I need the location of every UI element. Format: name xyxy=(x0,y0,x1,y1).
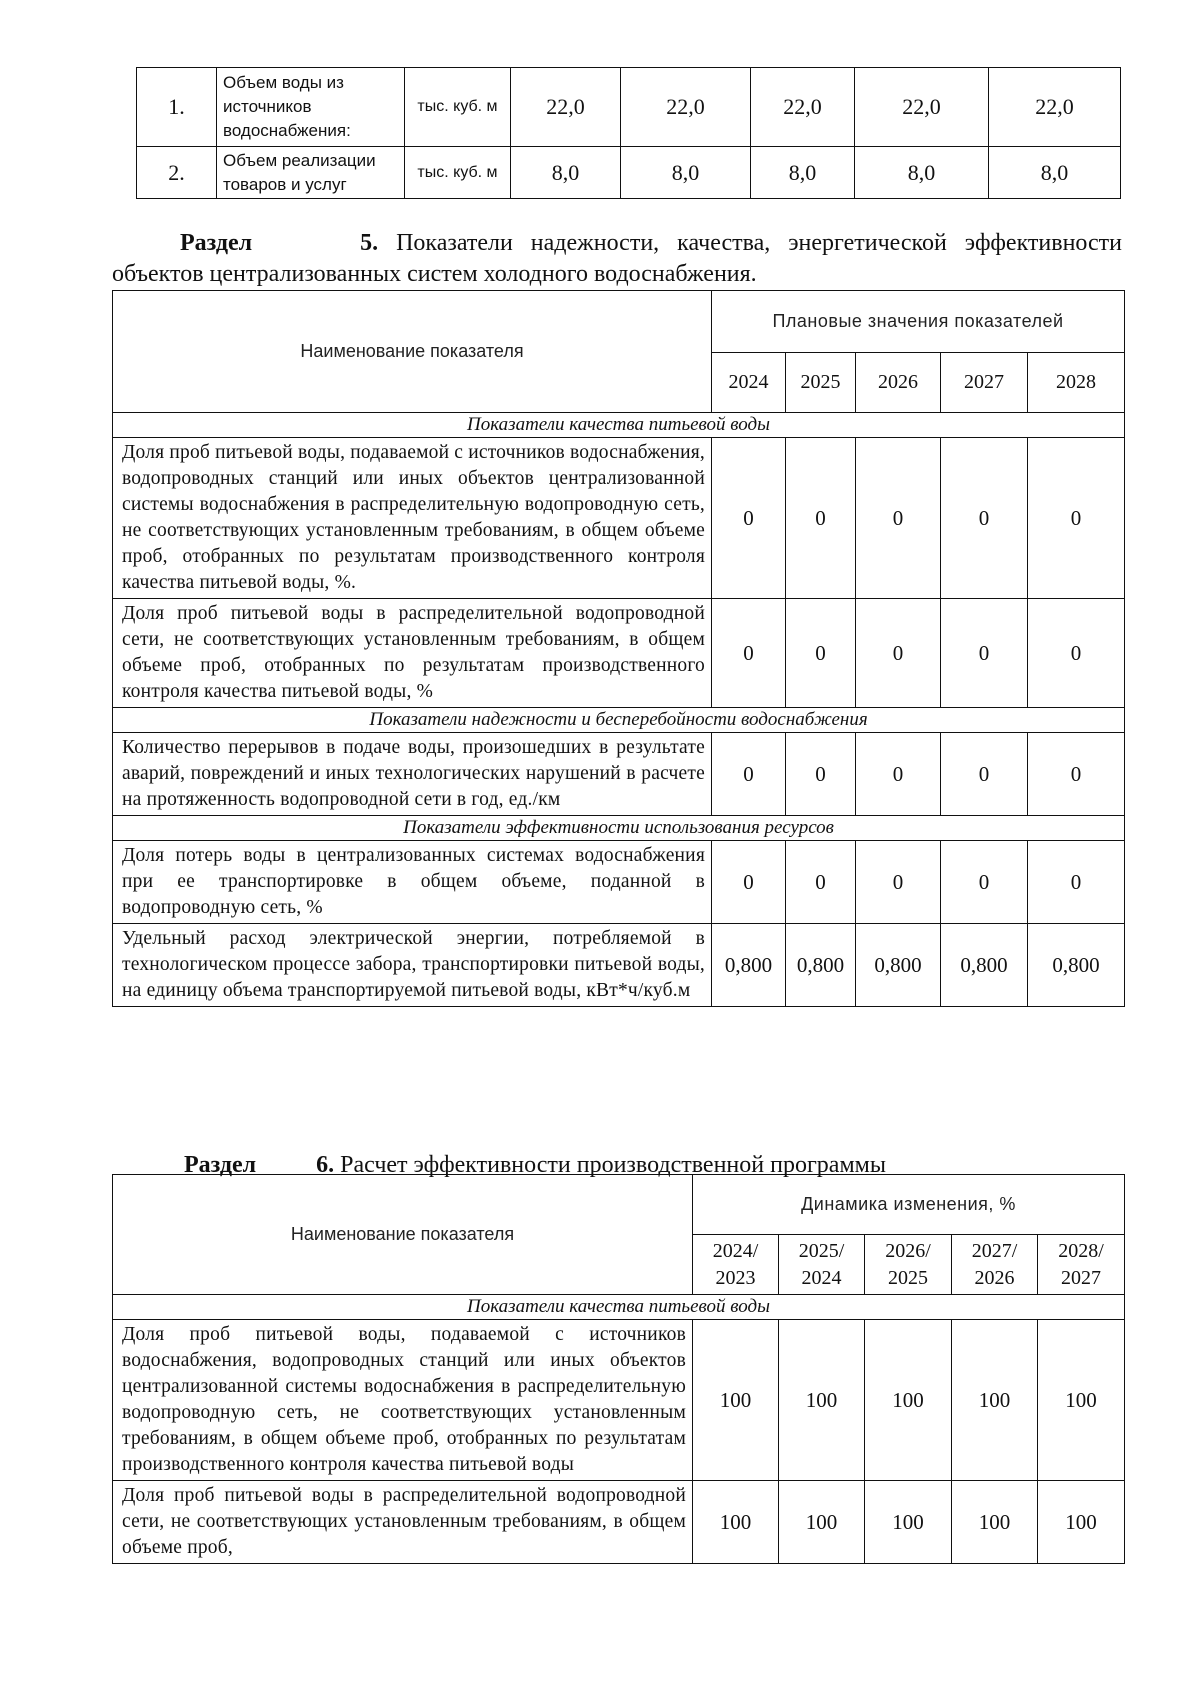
category-heading: Показатели эффективности использования ресурсов xyxy=(113,816,1125,841)
section-number: 5. xyxy=(360,230,379,256)
table-row xyxy=(137,68,1121,147)
header-indicator-name: Наименование показателя xyxy=(113,1175,693,1295)
value-cell: 0 xyxy=(856,438,941,599)
category-heading: Показатели качества питьевой воды xyxy=(113,413,1125,438)
value-cell: 100 xyxy=(779,1320,865,1481)
row-name: Объем воды из источников водоснабжения: xyxy=(217,68,405,147)
value-cell: 100 xyxy=(693,1320,779,1481)
value-cell: 0 xyxy=(712,733,786,816)
value-cell: 0,800 xyxy=(941,924,1028,1007)
value-cell: 22,0 xyxy=(751,68,855,147)
section-number: 6. xyxy=(316,1152,335,1178)
value-cell: 8,0 xyxy=(751,147,855,199)
indicator-name: Доля проб питьевой воды в распределительной водопроводной сети, не соответствующих установленным требованиям, в общем объеме проб, xyxy=(113,1481,693,1564)
header-row xyxy=(113,291,1125,353)
value-cell: 100 xyxy=(952,1481,1038,1564)
category-row xyxy=(113,1295,1125,1320)
value-cell: 100 xyxy=(1038,1481,1125,1564)
period-header: 2028/ 2027 xyxy=(1038,1235,1125,1295)
table-row xyxy=(113,1481,1125,1564)
table-row xyxy=(113,841,1125,924)
value-cell: 0 xyxy=(941,733,1028,816)
year-header: 2024 xyxy=(712,353,786,413)
value-cell: 0 xyxy=(941,841,1028,924)
section-title: Расчет эффективности производственной программы xyxy=(340,1152,886,1178)
value-cell: 0 xyxy=(856,599,941,708)
header-indicator-name: Наименование показателя xyxy=(113,291,712,413)
table-row xyxy=(113,733,1125,816)
section-label: Раздел xyxy=(184,1152,257,1178)
value-cell: 0 xyxy=(712,841,786,924)
value-cell: 0 xyxy=(712,599,786,708)
value-cell: 0,800 xyxy=(712,924,786,1007)
value-cell: 0 xyxy=(786,599,856,708)
value-cell: 0,800 xyxy=(786,924,856,1007)
row-number: 1. xyxy=(137,68,217,147)
indicator-name: Доля проб питьевой воды, подаваемой с источников водоснабжения, водопроводных станций или иных объектов централизованной системы водоснабжения в распределительную водопроводную сеть, не соответствующих установленным требованиям, в общем объеме проб, отобранных по результатам производственного контроля качества питьевой воды, %. xyxy=(113,438,712,599)
value-cell: 8,0 xyxy=(511,147,621,199)
value-cell: 22,0 xyxy=(511,68,621,147)
value-cell: 0 xyxy=(941,599,1028,708)
value-cell: 0,800 xyxy=(856,924,941,1007)
value-cell: 0 xyxy=(786,841,856,924)
period-header: 2026/ 2025 xyxy=(865,1235,952,1295)
indicator-name: Доля проб питьевой воды, подаваемой с источников водоснабжения, водопроводных станций или иных объектов централизованной системы водоснабжения в распределительную водопроводную сеть, не соответствующих установленным требованиям, в общем объеме проб, отобранных по результатам производственного контроля качества питьевой воды xyxy=(113,1320,693,1481)
category-row xyxy=(113,816,1125,841)
value-cell: 0 xyxy=(1028,841,1125,924)
value-cell: 8,0 xyxy=(855,147,989,199)
period-header: 2025/ 2024 xyxy=(779,1235,865,1295)
category-row xyxy=(113,708,1125,733)
category-heading: Показатели качества питьевой воды xyxy=(113,1295,1125,1320)
value-cell: 22,0 xyxy=(621,68,751,147)
value-cell: 100 xyxy=(1038,1320,1125,1481)
table-row xyxy=(137,147,1121,199)
year-header: 2026 xyxy=(856,353,941,413)
table-row xyxy=(113,599,1125,708)
value-cell: 22,0 xyxy=(989,68,1121,147)
indicator-name: Доля проб питьевой воды в распределительной водопроводной сети, не соответствующих установленным требованиям, в общем объеме проб, отобранных по результатам производственного контроля качества питьевой воды, % xyxy=(113,599,712,708)
value-cell: 100 xyxy=(865,1320,952,1481)
value-cell: 22,0 xyxy=(855,68,989,147)
indicator-name: Удельный расход электрической энергии, потребляемой в технологическом процессе забора, транспортировки питьевой воды, на единицу объема транспортируемой питьевой воды, кВт*ч/куб.м xyxy=(113,924,712,1007)
value-cell: 0 xyxy=(856,733,941,816)
value-cell: 0 xyxy=(712,438,786,599)
period-header: 2024/ 2023 xyxy=(693,1235,779,1295)
value-cell: 0 xyxy=(1028,599,1125,708)
indicator-name: Доля потерь воды в централизованных системах водоснабжения при ее транспортировке в общем объеме, поданной в водопроводную сеть, % xyxy=(113,841,712,924)
row-unit: тыс. куб. м xyxy=(405,147,511,199)
row-name: Объем реализации товаров и услуг xyxy=(217,147,405,199)
value-cell: 8,0 xyxy=(621,147,751,199)
section-5-heading xyxy=(112,228,1122,290)
row-number: 2. xyxy=(137,147,217,199)
value-cell: 100 xyxy=(779,1481,865,1564)
table-row xyxy=(113,438,1125,599)
value-cell: 0 xyxy=(856,841,941,924)
value-cell: 0 xyxy=(1028,733,1125,816)
efficiency-table xyxy=(112,1174,1125,1564)
table-row xyxy=(113,924,1125,1007)
category-heading: Показатели надежности и бесперебойности водоснабжения xyxy=(113,708,1125,733)
year-header: 2028 xyxy=(1028,353,1125,413)
period-header: 2027/ 2026 xyxy=(952,1235,1038,1295)
section-title-line2: объектов централизованных систем холодного водоснабжения. xyxy=(112,261,757,287)
category-row xyxy=(113,413,1125,438)
section-title-line1: Показатели надежности, качества, энергетической эффективности xyxy=(396,230,1123,256)
section-label: Раздел xyxy=(180,230,253,256)
volume-table xyxy=(136,67,1121,199)
year-header: 2025 xyxy=(786,353,856,413)
value-cell: 0 xyxy=(941,438,1028,599)
value-cell: 100 xyxy=(693,1481,779,1564)
value-cell: 0,800 xyxy=(1028,924,1125,1007)
value-cell: 100 xyxy=(952,1320,1038,1481)
header-planned-values: Плановые значения показателей xyxy=(712,291,1125,353)
indicator-name: Количество перерывов в подаче воды, произошедших в результате аварий, повреждений и иных технологических нарушений в расчете на протяженность водопроводной сети в год, ед./км xyxy=(113,733,712,816)
header-dynamics: Динамика изменения, % xyxy=(693,1175,1125,1235)
row-unit: тыс. куб. м xyxy=(405,68,511,147)
value-cell: 0 xyxy=(786,733,856,816)
header-row xyxy=(113,1175,1125,1235)
value-cell: 100 xyxy=(865,1481,952,1564)
indicators-table xyxy=(112,290,1125,1007)
table-row xyxy=(113,1320,1125,1481)
year-header: 2027 xyxy=(941,353,1028,413)
value-cell: 0 xyxy=(786,438,856,599)
value-cell: 8,0 xyxy=(989,147,1121,199)
value-cell: 0 xyxy=(1028,438,1125,599)
